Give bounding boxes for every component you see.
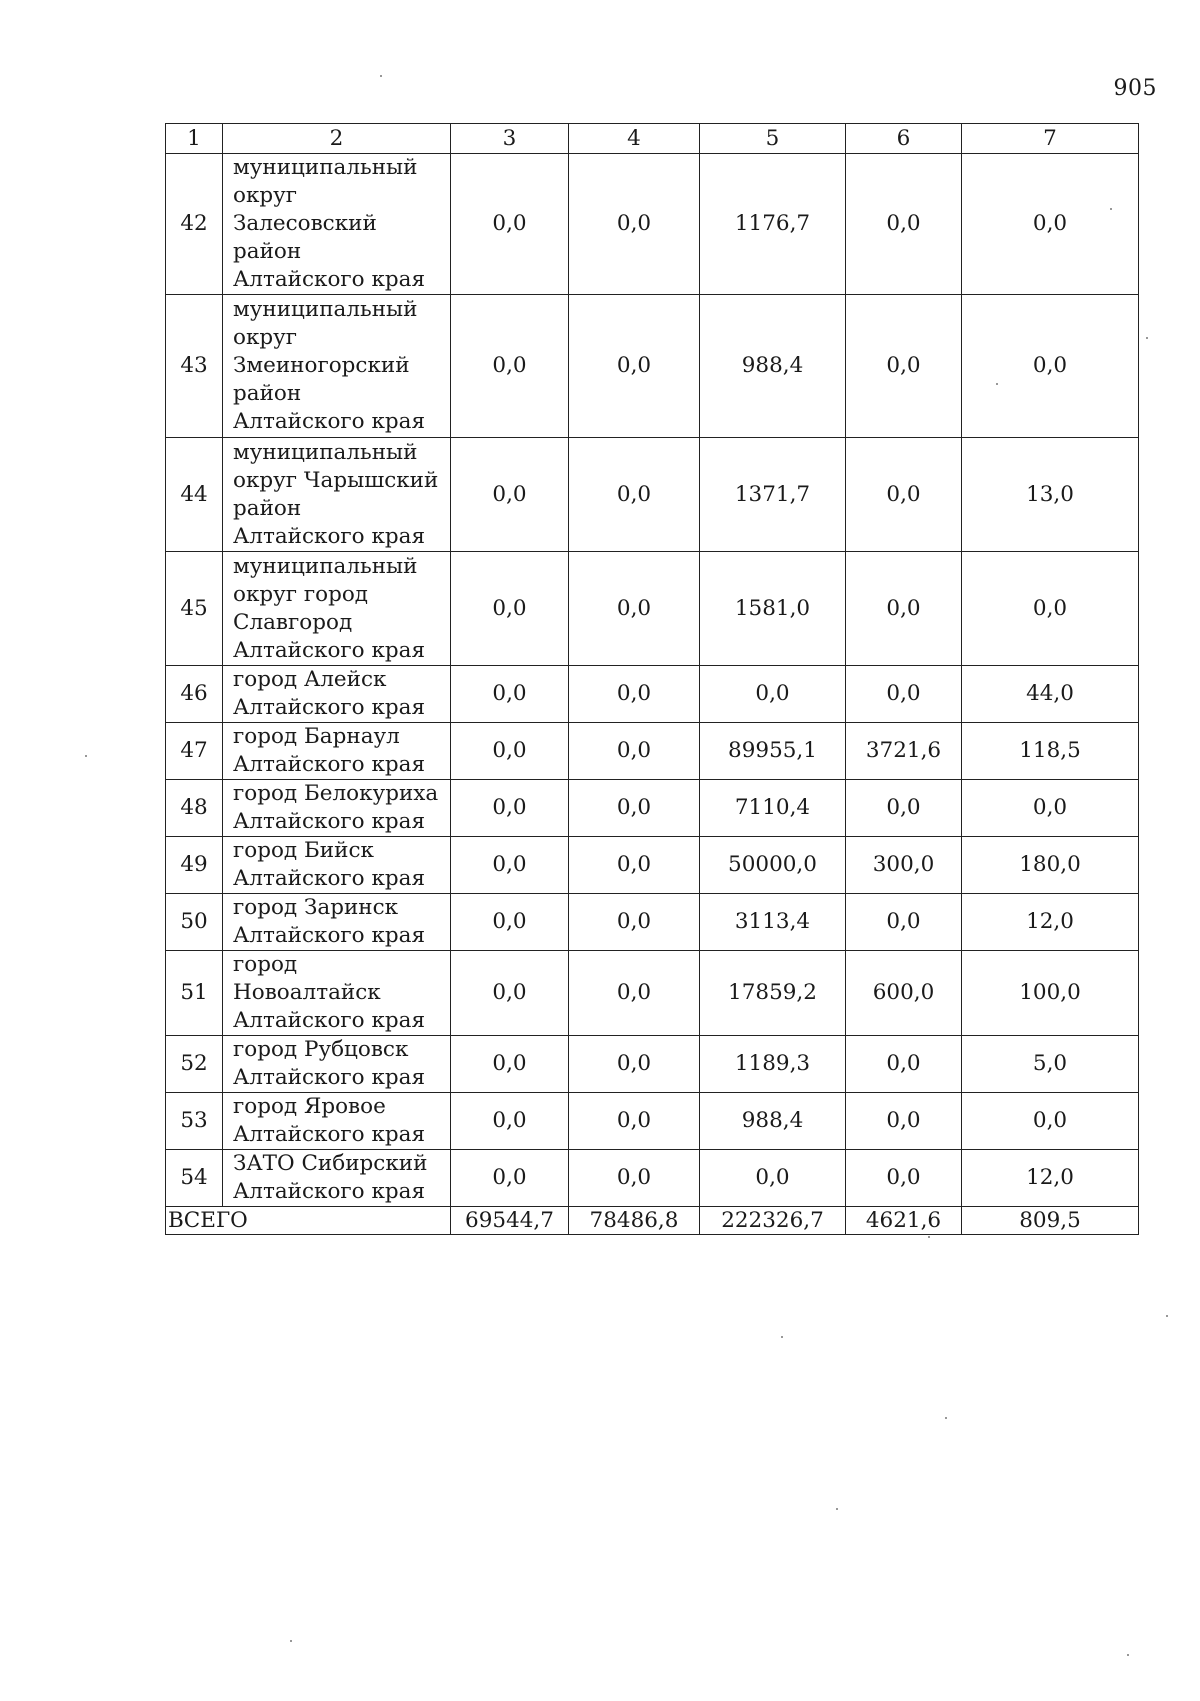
- table-row: [166, 1036, 1139, 1093]
- row-number-cell: 48: [166, 780, 223, 837]
- header-cell: 3: [451, 124, 569, 154]
- value-cell-col6: 300,0: [846, 837, 962, 894]
- total-label: ВСЕГО: [166, 1207, 451, 1235]
- value-cell-col3: 0,0: [451, 894, 569, 951]
- value-cell-col5: 7110,4: [700, 780, 846, 837]
- table-row: [166, 438, 1139, 552]
- header-cell: 4: [569, 124, 700, 154]
- value-cell-col7: 13,0: [962, 438, 1139, 552]
- value-cell-col4: 0,0: [569, 723, 700, 780]
- value-cell-col6: 0,0: [846, 1093, 962, 1150]
- value-cell-col6: 0,0: [846, 295, 962, 438]
- table-row: [166, 894, 1139, 951]
- value-cell-col3: 0,0: [451, 552, 569, 666]
- value-cell-col3: 0,0: [451, 154, 569, 295]
- value-cell-col4: 0,0: [569, 438, 700, 552]
- value-cell-col7: 0,0: [962, 295, 1139, 438]
- value-cell-col5: 0,0: [700, 1150, 846, 1207]
- value-cell-col5: 0,0: [700, 666, 846, 723]
- total-row: [166, 1207, 1139, 1235]
- table-row: [166, 780, 1139, 837]
- header-cell: 5: [700, 124, 846, 154]
- value-cell-col6: 0,0: [846, 154, 962, 295]
- table-row: [166, 154, 1139, 295]
- value-cell-col7: 100,0: [962, 951, 1139, 1036]
- value-cell-col6: 3721,6: [846, 723, 962, 780]
- value-cell-col7: 118,5: [962, 723, 1139, 780]
- row-number-cell: 52: [166, 1036, 223, 1093]
- value-cell-col6: 600,0: [846, 951, 962, 1036]
- value-cell-col6: 0,0: [846, 1036, 962, 1093]
- value-cell-col3: 0,0: [451, 438, 569, 552]
- value-cell-col4: 0,0: [569, 894, 700, 951]
- scan-speck: [1110, 208, 1112, 210]
- value-cell-col3: 0,0: [451, 666, 569, 723]
- value-cell-col5: 1176,7: [700, 154, 846, 295]
- row-number-cell: 50: [166, 894, 223, 951]
- row-number-cell: 42: [166, 154, 223, 295]
- value-cell-col4: 0,0: [569, 1093, 700, 1150]
- value-cell-col6: 0,0: [846, 894, 962, 951]
- scan-speck: [836, 1508, 838, 1510]
- table-body: [166, 124, 1139, 1235]
- table-row: [166, 1093, 1139, 1150]
- scan-speck: [1166, 1315, 1168, 1317]
- municipality-name-cell: ЗАТО Сибирский Алтайского края: [223, 1150, 451, 1207]
- municipality-name-cell: муниципальный округ Змеиногорский район Алтайского края: [223, 295, 451, 438]
- total-value-c7: 809,5: [962, 1207, 1139, 1235]
- scan-speck: [1127, 1654, 1129, 1656]
- municipality-name-cell: город Барнаул Алтайского края: [223, 723, 451, 780]
- row-number-cell: 53: [166, 1093, 223, 1150]
- municipality-name-cell: муниципальный округ город Славгород Алтайского края: [223, 552, 451, 666]
- value-cell-col4: 0,0: [569, 552, 700, 666]
- municipality-name-cell: город Яровое Алтайского края: [223, 1093, 451, 1150]
- value-cell-col7: 44,0: [962, 666, 1139, 723]
- value-cell-col6: 0,0: [846, 438, 962, 552]
- value-cell-col5: 1189,3: [700, 1036, 846, 1093]
- scan-speck: [781, 1336, 783, 1338]
- scan-speck: [996, 383, 998, 385]
- value-cell-col5: 988,4: [700, 295, 846, 438]
- value-cell-col6: 0,0: [846, 1150, 962, 1207]
- header-cell: 2: [223, 124, 451, 154]
- value-cell-col4: 0,0: [569, 1150, 700, 1207]
- value-cell-col4: 0,0: [569, 1036, 700, 1093]
- total-value-c6: 4621,6: [846, 1207, 962, 1235]
- header-cell: 7: [962, 124, 1139, 154]
- value-cell-col5: 1581,0: [700, 552, 846, 666]
- row-number-cell: 44: [166, 438, 223, 552]
- header-row: [166, 124, 1139, 154]
- value-cell-col3: 0,0: [451, 723, 569, 780]
- value-cell-col6: 0,0: [846, 666, 962, 723]
- value-cell-col4: 0,0: [569, 666, 700, 723]
- value-cell-col3: 0,0: [451, 951, 569, 1036]
- table-row: [166, 951, 1139, 1036]
- value-cell-col7: 12,0: [962, 894, 1139, 951]
- value-cell-col4: 0,0: [569, 837, 700, 894]
- value-cell-col5: 50000,0: [700, 837, 846, 894]
- header-cell: 1: [166, 124, 223, 154]
- value-cell-col7: 12,0: [962, 1150, 1139, 1207]
- value-cell-col5: 1371,7: [700, 438, 846, 552]
- row-number-cell: 54: [166, 1150, 223, 1207]
- municipality-name-cell: город Новоалтайск Алтайского края: [223, 951, 451, 1036]
- table-row: [166, 723, 1139, 780]
- page-number: 905: [1113, 76, 1157, 101]
- value-cell-col4: 0,0: [569, 295, 700, 438]
- municipality-name-cell: город Бийск Алтайского края: [223, 837, 451, 894]
- scan-speck: [380, 75, 382, 77]
- value-cell-col7: 0,0: [962, 552, 1139, 666]
- data-table: [165, 123, 1139, 1235]
- value-cell-col3: 0,0: [451, 780, 569, 837]
- value-cell-col3: 0,0: [451, 837, 569, 894]
- municipality-name-cell: муниципальный округ Чарышский район Алтайского края: [223, 438, 451, 552]
- row-number-cell: 43: [166, 295, 223, 438]
- table-row: [166, 1150, 1139, 1207]
- row-number-cell: 45: [166, 552, 223, 666]
- value-cell-col7: 0,0: [962, 154, 1139, 295]
- value-cell-col5: 89955,1: [700, 723, 846, 780]
- value-cell-col7: 0,0: [962, 1093, 1139, 1150]
- value-cell-col6: 0,0: [846, 780, 962, 837]
- row-number-cell: 47: [166, 723, 223, 780]
- scan-speck: [945, 1417, 947, 1419]
- value-cell-col5: 17859,2: [700, 951, 846, 1036]
- total-value-c3: 69544,7: [451, 1207, 569, 1235]
- value-cell-col7: 180,0: [962, 837, 1139, 894]
- municipality-name-cell: город Алейск Алтайского края: [223, 666, 451, 723]
- table-row: [166, 295, 1139, 438]
- value-cell-col5: 3113,4: [700, 894, 846, 951]
- total-value-c5: 222326,7: [700, 1207, 846, 1235]
- row-number-cell: 49: [166, 837, 223, 894]
- table-row: [166, 837, 1139, 894]
- value-cell-col4: 0,0: [569, 154, 700, 295]
- value-cell-col7: 0,0: [962, 780, 1139, 837]
- value-cell-col5: 988,4: [700, 1093, 846, 1150]
- scan-speck: [928, 1236, 930, 1238]
- value-cell-col4: 0,0: [569, 951, 700, 1036]
- row-number-cell: 51: [166, 951, 223, 1036]
- scan-speck: [1146, 337, 1148, 339]
- value-cell-col4: 0,0: [569, 780, 700, 837]
- scan-speck: [85, 755, 87, 757]
- value-cell-col3: 0,0: [451, 1036, 569, 1093]
- municipality-name-cell: город Заринск Алтайского края: [223, 894, 451, 951]
- row-number-cell: 46: [166, 666, 223, 723]
- value-cell-col3: 0,0: [451, 1150, 569, 1207]
- value-cell-col7: 5,0: [962, 1036, 1139, 1093]
- municipality-name-cell: город Рубцовск Алтайского края: [223, 1036, 451, 1093]
- value-cell-col3: 0,0: [451, 295, 569, 438]
- value-cell-col6: 0,0: [846, 552, 962, 666]
- table-row: [166, 666, 1139, 723]
- header-cell: 6: [846, 124, 962, 154]
- municipality-name-cell: город Белокуриха Алтайского края: [223, 780, 451, 837]
- total-value-c4: 78486,8: [569, 1207, 700, 1235]
- municipality-name-cell: муниципальный округ Залесовский район Алтайского края: [223, 154, 451, 295]
- value-cell-col3: 0,0: [451, 1093, 569, 1150]
- table-row: [166, 552, 1139, 666]
- scan-speck: [290, 1640, 292, 1642]
